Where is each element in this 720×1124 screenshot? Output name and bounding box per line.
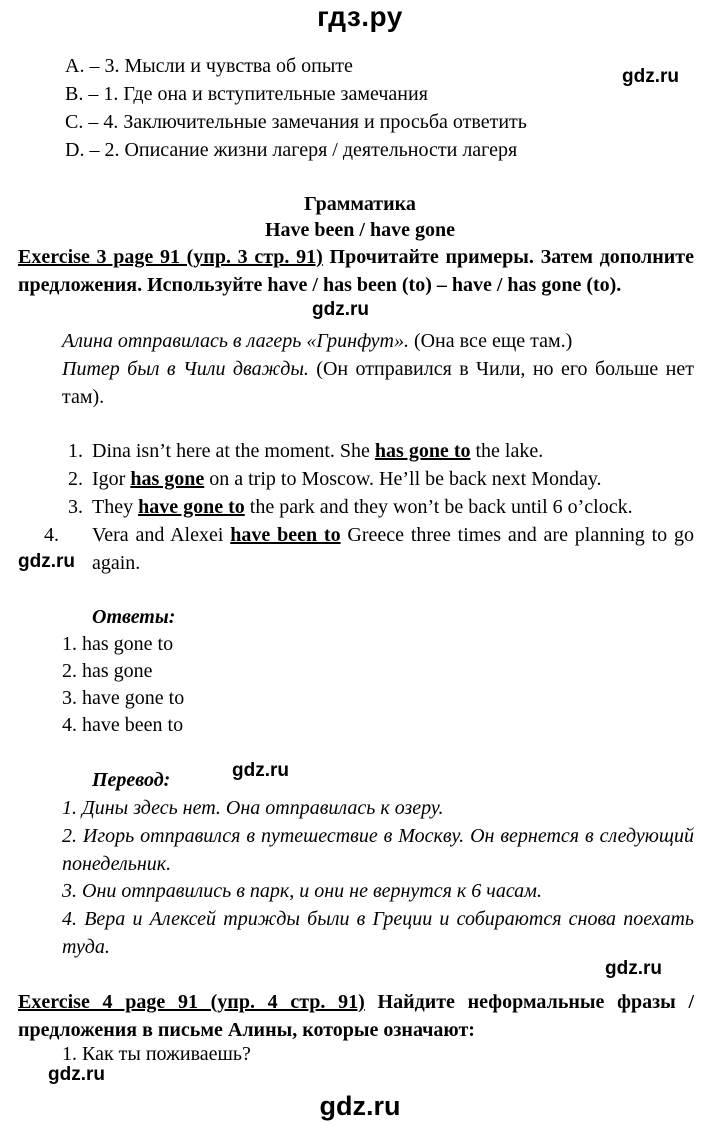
section-title: Грамматика — [304, 193, 416, 215]
watermark: gdz.ru — [48, 1064, 105, 1085]
exercise-item: 4. Vera and Alexei have been to Greece three times and are planning to go again. — [44, 524, 695, 574]
site-header: гдз.ру — [317, 1, 403, 32]
translation-line: 3. Они отправились в парк, и они не вернутся к 6 часам. — [62, 880, 542, 902]
exercise-4-item: 1. Как ты поживаешь? — [62, 1043, 251, 1065]
example-2: Питер был в Чили дважды. (Он отправился в Чили, но его больше нет там). — [62, 358, 694, 408]
matching-line: A. – 3. Мысли и чувства об опыте — [65, 55, 353, 77]
matching-line: D. – 2. Описание жизни лагеря / деятельности лагеря — [65, 139, 518, 161]
translation-line: 2. Игорь отправился в путешествие в Москву. Он вернется в следующий понедельник. — [62, 825, 694, 875]
section-subtitle: Have been / have gone — [265, 219, 455, 241]
exercise-item: 2. Igor has gone on a trip to Moscow. He’ll be back next Monday. — [68, 468, 602, 490]
translation-line: 4. Вера и Алексей трижды были в Греции и собираются снова поехать туда. — [62, 908, 694, 958]
exercise-item: 1. Dina isn’t here at the moment. She has gone to the lake. — [68, 440, 544, 462]
watermark: gdz.ru — [232, 760, 289, 781]
exercise-3-instruction: Прочитайте примеры. Затем дополните предложения. Используйте have / has been (to) – have / has gone (to). — [18, 246, 695, 296]
answer-line: 2. has gone — [62, 660, 153, 682]
matching-line: B. – 1. Где она и вступительные замечания — [65, 83, 428, 105]
exercise-item: 3. They have gone to the park and they won’t be back until 6 o’clock. — [68, 496, 633, 518]
exercise-3-ref: Exercise 3 page 91 (упр. 3 стр. 91) — [18, 246, 323, 268]
site-footer: gdz.ru — [319, 1091, 401, 1121]
answer-line: 4. have been to — [62, 714, 184, 736]
exercise-3-heading — [18, 243, 694, 299]
exercise-4-instruction: Найдите неформальные фразы / предложения в письме Алины, которые означают: — [18, 991, 694, 1041]
watermark: gdz.ru — [622, 66, 679, 87]
answer: has gone to — [374, 440, 471, 462]
example-1: Алина отправилась в лагерь «Гринфут». (Она все еще там.) — [62, 330, 573, 352]
exercise-4-heading — [18, 988, 694, 1044]
matching-line: C. – 4. Заключительные замечания и просьба ответить — [65, 111, 527, 133]
translation-line: 1. Дины здесь нет. Она отправилась к озеру. — [62, 797, 444, 819]
answer: have been to — [230, 524, 341, 546]
watermark: gdz.ru — [18, 551, 75, 572]
answer: has gone — [130, 468, 205, 490]
exercise-4-ref: Exercise 4 page 91 (упр. 4 стр. 91) — [18, 991, 365, 1013]
watermark: gdz.ru — [605, 958, 662, 979]
answer-line: 1. has gone to — [62, 633, 174, 655]
watermark: gdz.ru — [312, 299, 369, 320]
answer-line: 3. have gone to — [62, 687, 185, 709]
translation-title: Перевод: — [92, 769, 171, 791]
answers-title: Ответы: — [92, 606, 176, 628]
answer: have gone to — [138, 496, 245, 518]
